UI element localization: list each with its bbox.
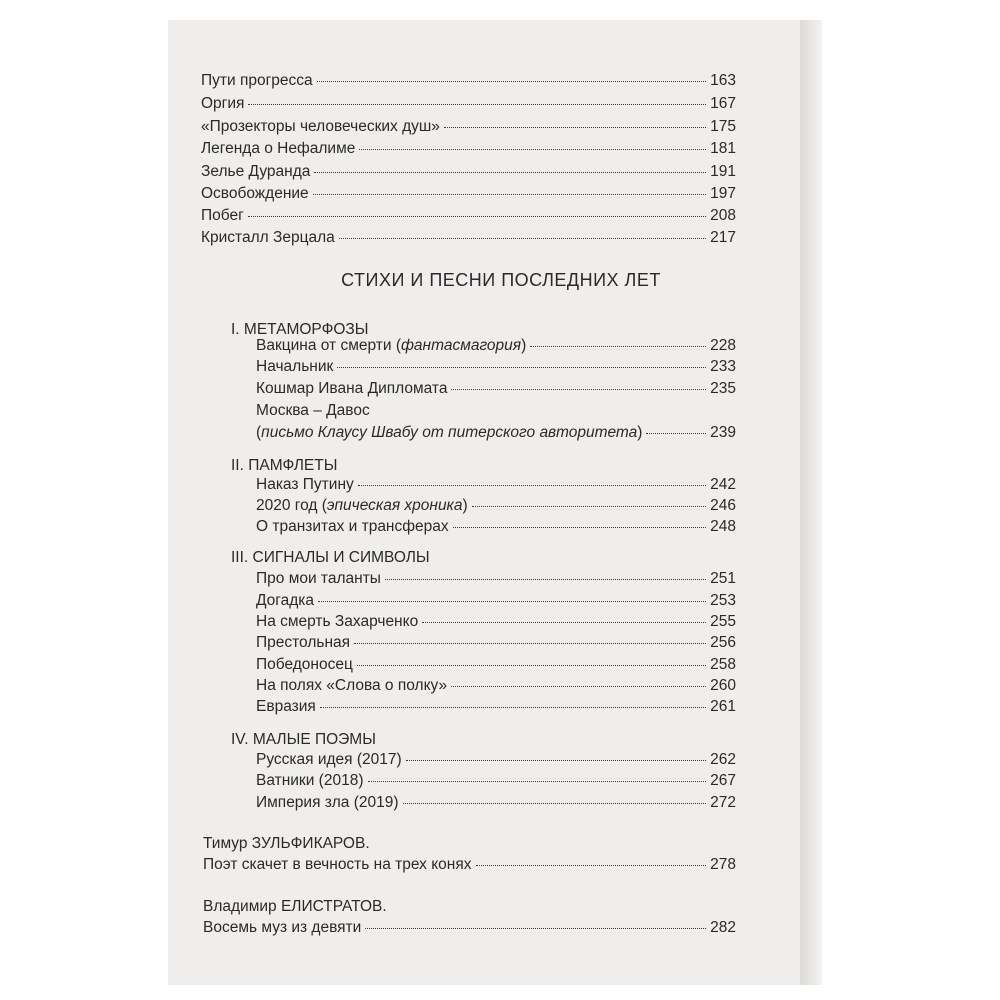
entry-page: 260 [710,677,736,694]
toc-entry [256,379,736,399]
entry-title: На смерть Захарченко [256,613,419,630]
toc-entry [256,357,736,377]
toc-entry [256,496,736,516]
entry-title: Евразия [256,698,316,715]
entry-title: Поэт скачет в вечность на трех конях [203,856,472,873]
entry-page: 248 [710,518,736,535]
entry-page: 191 [710,163,736,180]
entry-page: 235 [710,380,736,397]
toc-entry [201,117,736,137]
entry-title [256,336,526,356]
section-title: II. ПАМФЛЕТЫ [231,457,338,474]
entry-page: 251 [710,570,736,587]
dot-leader [354,642,706,644]
section-heading: СТИХИ И ПЕСНИ ПОСЛЕДНИХ ЛЕТ [341,270,661,290]
toc-entry [201,228,736,248]
toc-entry [256,697,736,717]
dot-leader [368,780,707,782]
entry-title-tail: ) [637,424,643,441]
entry-page: 181 [710,140,736,157]
entry-title: Русская идея (2017) [256,751,402,768]
entry-page: 163 [710,72,736,89]
entry-title: Освобождение [201,185,309,202]
section-title: I. МЕТАМОРФОЗЫ [231,321,369,338]
toc-entry [203,918,736,938]
toc-entry [201,94,736,114]
toc-entry [256,591,736,611]
entry-title: Зелье Дуранда [201,163,311,180]
entry-page: 233 [710,358,736,375]
toc-entry [201,139,736,159]
entry-page: 253 [710,592,736,609]
dot-leader [318,600,706,602]
toc-entry [256,612,736,632]
toc-entry [201,184,736,204]
page-edge [800,20,822,985]
toc-entry [256,517,736,537]
dot-leader [313,193,706,195]
entry-page: 228 [710,337,736,354]
entry-title: Восемь муз из девяти [203,919,362,936]
toc-entry [256,569,736,589]
entry-page: 278 [710,856,736,873]
dot-leader [422,621,706,623]
entry-page: 272 [710,794,736,811]
entry-title-text: ( [256,424,262,441]
entry-page: 175 [710,118,736,135]
dot-leader [320,706,706,708]
entry-page: 208 [710,207,736,224]
toc-entry [256,676,736,696]
entry-title: Кошмар Ивана Дипломата [256,380,448,397]
dot-leader [472,505,706,507]
entry-subtitle: эпическая хроника [326,497,463,514]
entry-page: 267 [710,772,736,789]
dot-leader [403,802,707,804]
entry-title: Кристалл Зерцала [201,229,335,246]
entry-title-text: Вакцина от смерти ( [256,337,401,354]
entry-title: На полях «Слова о полку» [256,677,448,694]
entry-title: Пути прогресса [201,72,313,89]
entry-subtitle: письмо Клаусу Швабу от питерского авторитета [261,424,638,441]
toc-entry [201,206,736,226]
entry-title: Наказ Путину [256,476,354,493]
dot-leader [314,171,706,173]
toc-entry [256,750,736,770]
dot-leader [248,215,706,217]
entry-title: Москва – Давос [256,402,370,419]
section-title: IV. МАЛЫЕ ПОЭМЫ [231,731,376,748]
dot-leader [317,80,707,82]
dot-leader [359,148,706,150]
entry-title [256,496,468,516]
dot-leader [337,366,706,368]
entry-page: 258 [710,656,736,673]
dot-leader [476,864,707,866]
toc-entry [203,855,736,875]
entry-title: О транзитах и трансферах [256,518,449,535]
entry-page: 197 [710,185,736,202]
dot-leader [357,664,706,666]
toc-entry [256,336,736,356]
entry-title: «Прозекторы человеческих душ» [201,118,440,135]
entry-title-tail: ) [521,337,527,354]
entry-page: 246 [710,497,736,514]
dot-leader [453,526,707,528]
entry-title-text: 2020 год ( [256,497,327,514]
entry-page: 217 [710,229,736,246]
dot-leader [451,388,706,390]
entry-title: Про мои таланты [256,570,381,587]
entry-title [256,423,642,443]
entry-title: Начальник [256,358,334,375]
dot-leader [451,685,706,687]
dot-leader [339,237,706,239]
dot-leader [444,126,706,128]
dot-leader [248,103,706,105]
section-title: III. СИГНАЛЫ И СИМВОЛЫ [231,549,430,566]
entry-page: 256 [710,634,736,651]
entry-page: 282 [710,919,736,936]
dot-leader [406,759,706,761]
toc-entry [256,771,736,791]
toc-entry [201,162,736,182]
entry-title: Оргия [201,95,245,112]
toc-entry [201,71,736,91]
author-name: Тимур ЗУЛЬФИКАРОВ. [203,835,370,852]
entry-page: 239 [710,424,736,441]
dot-leader [530,345,706,347]
entry-title: Престольная [256,634,351,651]
entry-title: Легенда о Нефалиме [201,140,356,157]
entry-title: Ватники (2018) [256,772,364,789]
entry-title-tail: ) [462,497,468,514]
entry-subtitle: фантасмагория [400,337,522,354]
dot-leader [646,432,706,434]
entry-title: Догадка [256,592,315,609]
entry-page: 262 [710,751,736,768]
dot-leader [358,484,706,486]
entry-title: Побег [201,207,244,224]
toc-entry [256,423,736,443]
entry-page: 242 [710,476,736,493]
author-name: Владимир ЕЛИСТРАТОВ. [203,898,387,915]
entry-page: 255 [710,613,736,630]
entry-page: 261 [710,698,736,715]
toc-entry [256,475,736,495]
toc-entry [256,793,736,813]
entry-page: 167 [710,95,736,112]
toc-entry [256,633,736,653]
dot-leader [385,578,706,580]
dot-leader [365,927,706,929]
entry-title: Империя зла (2019) [256,794,399,811]
entry-title: Победоносец [256,656,353,673]
toc-entry [256,655,736,675]
